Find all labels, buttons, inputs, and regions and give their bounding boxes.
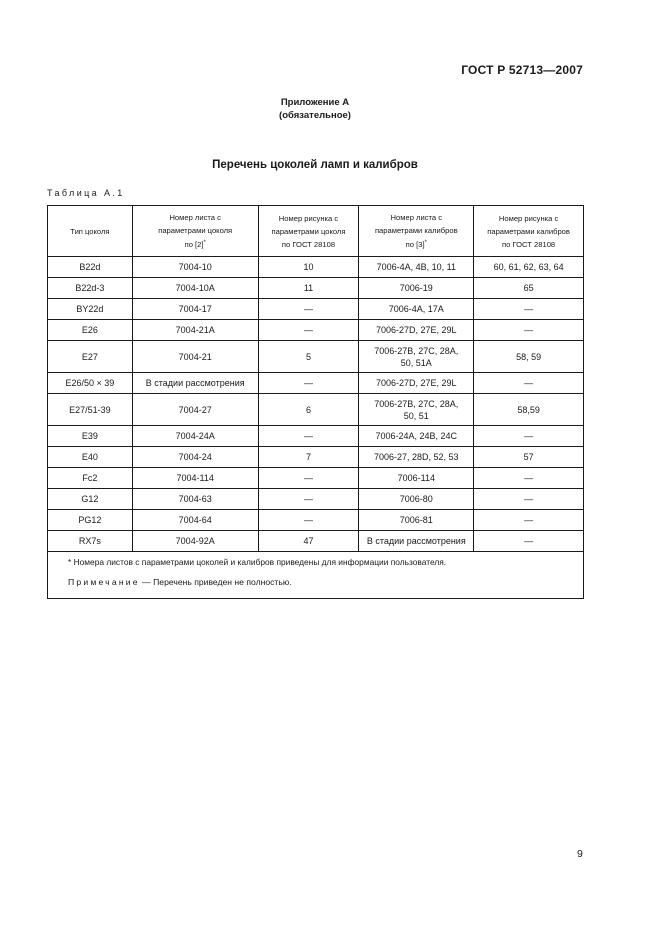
cell-line: — [303,473,313,483]
cell-line: 7004-63 [178,494,212,504]
table-header-row [48,206,584,257]
document-code: ГОСТ Р 52713—2007 [461,63,583,77]
cell-line: 7006-27D, 27E, 29L [376,325,457,335]
table-cell [359,373,474,394]
table-cell [48,489,133,510]
table-cell [132,510,258,531]
cell-line: 7006-27, 28D, 52, 53 [374,452,459,462]
table-cell [48,299,133,320]
table-cell [132,531,258,552]
appendix-heading [0,96,630,122]
section-title: Перечень цоколей ламп и калибров [212,159,418,171]
cell-line: E26/50 × 39 [65,378,115,388]
table-cell [48,257,133,278]
table-cell [359,341,474,373]
table-cell [132,278,258,299]
cell-line: — [303,494,313,504]
table-cell [132,447,258,468]
table-row [48,426,584,447]
cell-line: BY22d [76,304,104,314]
column-header [48,206,133,257]
header-line: по [3] [405,240,425,249]
table-cell [132,299,258,320]
table-cell [359,426,474,447]
table-cell [132,426,258,447]
cell-line: 7 [305,452,311,462]
table-cell [359,447,474,468]
table-row [48,373,584,394]
cell-line: 7006-27B, 27C, 28A, [374,345,459,356]
column-header [132,206,258,257]
header-line: параметрами цоколя [271,226,346,236]
page-number: 9 [577,848,583,860]
table-cell [474,531,584,552]
table-cell [359,531,474,552]
table-cell [474,447,584,468]
cell-line: — [524,515,534,525]
header-line: Номер листа с [390,213,443,222]
table-cell [258,299,359,320]
table-body [48,257,584,552]
cell-line: E40 [81,452,98,462]
table-cell [258,426,359,447]
table-cell [258,257,359,278]
cell-line: 7004-21A [175,325,215,335]
table-cell [474,468,584,489]
cell-line: 7004-10A [175,283,215,293]
appendix-title: Приложение А [280,97,350,108]
cell-line: E26 [81,325,98,335]
table-row [48,257,584,278]
table-cell [132,257,258,278]
column-header [474,206,584,257]
table-cell [48,341,133,373]
table-notes-row [48,552,584,599]
table-notes-cell [48,552,584,599]
cell-line: PG12 [78,515,102,525]
header-line: параметрами калибров [487,226,570,236]
cell-line: RX7s [78,536,101,546]
cell-line: В стадии рассмотрения [366,536,466,546]
cell-line: — [303,431,313,441]
cell-line: — [303,515,313,525]
table-cell [474,510,584,531]
table-cell [359,320,474,341]
cell-line: 7004-92A [175,536,215,546]
cell-line: 7006-114 [397,473,435,483]
table-cell [258,510,359,531]
cell-line: 7006-19 [399,283,433,293]
cell-line: E39 [81,431,98,441]
cell-line: 50, 51A [400,357,432,368]
table-row [48,510,584,531]
table-cell [258,531,359,552]
cell-line: 7006-81 [399,515,433,525]
table-cell [48,373,133,394]
table-row [48,489,584,510]
table-cell [258,468,359,489]
header-line: по ГОСТ 28108 [502,239,556,249]
header-line: параметрами калибров [374,226,458,235]
table-cell [474,373,584,394]
table-cell [132,489,258,510]
table-cell [359,489,474,510]
table-footnote: * Номера листов с параметрами цоколей и калибров приведены для информации пользователя. [68,557,447,567]
footnote-marker: * [203,240,206,246]
cell-line: 58, 59 [516,351,542,362]
cell-line: 7006-4A, 4B, 10, 11 [376,262,456,272]
cell-line: 11 [303,283,314,293]
table-cell [132,373,258,394]
table-cell [258,394,359,426]
cell-line: 7006-4A, 17A [388,304,444,314]
table-cell [48,447,133,468]
table-cell [474,341,584,373]
footnote-marker: * [424,240,427,246]
table-cell [359,278,474,299]
note-text: — Перечень приведен не полностью. [139,577,292,587]
cell-line: 7004-10 [178,262,212,272]
table-cell [359,394,474,426]
table-cell [48,426,133,447]
cell-line: G12 [81,494,99,504]
header-line: Номер листа с [169,213,221,222]
cell-line: 7004-27 [178,404,212,415]
cell-line: 10 [303,262,314,272]
appendix-subtitle: (обязательное) [279,110,351,121]
cell-line: 7006-27B, 27C, 28A, [374,398,459,409]
cell-line: 5 [305,351,311,362]
cell-line: — [303,378,313,388]
table-cell [258,320,359,341]
table-cell [359,468,474,489]
table-cell [132,341,258,373]
table-cell [474,257,584,278]
cell-line: Fc2 [82,473,98,483]
header-line: Номер рисунка с [498,213,559,223]
table-cell [359,257,474,278]
cell-line: — [303,304,313,314]
cell-line: — [524,378,534,388]
table-cell [132,320,258,341]
table-cell [132,468,258,489]
header-line: по [2] [184,240,204,249]
table-cell [474,320,584,341]
cell-line: — [524,304,534,314]
cell-line: 7006-80 [399,494,433,504]
cell-line: E27/51-39 [69,404,111,415]
cell-line: 50, 51 [403,410,429,421]
table-row [48,320,584,341]
cell-line: — [524,431,534,441]
cell-line: 65 [523,283,534,293]
table-cell [48,320,133,341]
table-row [48,468,584,489]
header-line: Тип цоколя [70,226,110,236]
table-cell [474,278,584,299]
table-row [48,447,584,468]
table-cell [132,394,258,426]
table-cell [258,341,359,373]
table-row [48,531,584,552]
cell-line: B22d-3 [75,283,105,293]
table-cell [48,394,133,426]
cell-line: 7004-64 [178,515,212,525]
table-cell [474,426,584,447]
table-cell [359,510,474,531]
cell-line: 7004-24 [178,452,212,462]
cell-line: 7004-114 [176,473,214,483]
cell-line: 47 [303,536,314,546]
table-cell [48,468,133,489]
table-cell [474,394,584,426]
column-header [258,206,359,257]
cell-line: 6 [305,404,311,415]
cell-line: — [524,536,534,546]
cell-line: — [524,473,534,483]
table-cell [359,299,474,320]
table-cell [258,489,359,510]
header-line: параметрами цоколя [158,226,233,235]
cell-line: 7006-24A, 24B, 24C [375,431,458,441]
cell-line: 7006-27D, 27E, 29L [376,378,457,388]
sockets-table [47,205,584,599]
table-row [48,278,584,299]
header-line: Номер рисунка с [278,213,339,223]
cell-line: — [524,494,534,504]
cell-line: — [524,325,534,335]
table-cell [258,373,359,394]
cell-line: 7004-21 [178,351,212,362]
cell-line: 58,59 [517,404,540,415]
cell-line: 7004-17 [178,304,212,314]
note-label: Примечание [68,577,140,587]
table-label: Таблица А.1 [47,188,125,198]
table-cell [258,278,359,299]
cell-line: 60, 61, 62, 63, 64 [493,262,564,272]
cell-line: 7004-24A [175,431,215,441]
column-header [359,206,474,257]
header-line: по ГОСТ 28108 [281,239,336,249]
table-cell [48,510,133,531]
cell-line: В стадии рассмотрения [145,378,245,388]
cell-line: 57 [523,452,534,462]
table-cell [258,447,359,468]
table-row [48,299,584,320]
cell-line: E27 [81,351,98,362]
cell-line: — [303,325,313,335]
table-note [68,576,583,588]
table-cell [48,278,133,299]
cell-line: B22d [79,262,101,272]
table-cell [474,489,584,510]
table-row [48,341,584,373]
table-row [48,394,584,426]
table-cell [48,531,133,552]
table-cell [474,299,584,320]
